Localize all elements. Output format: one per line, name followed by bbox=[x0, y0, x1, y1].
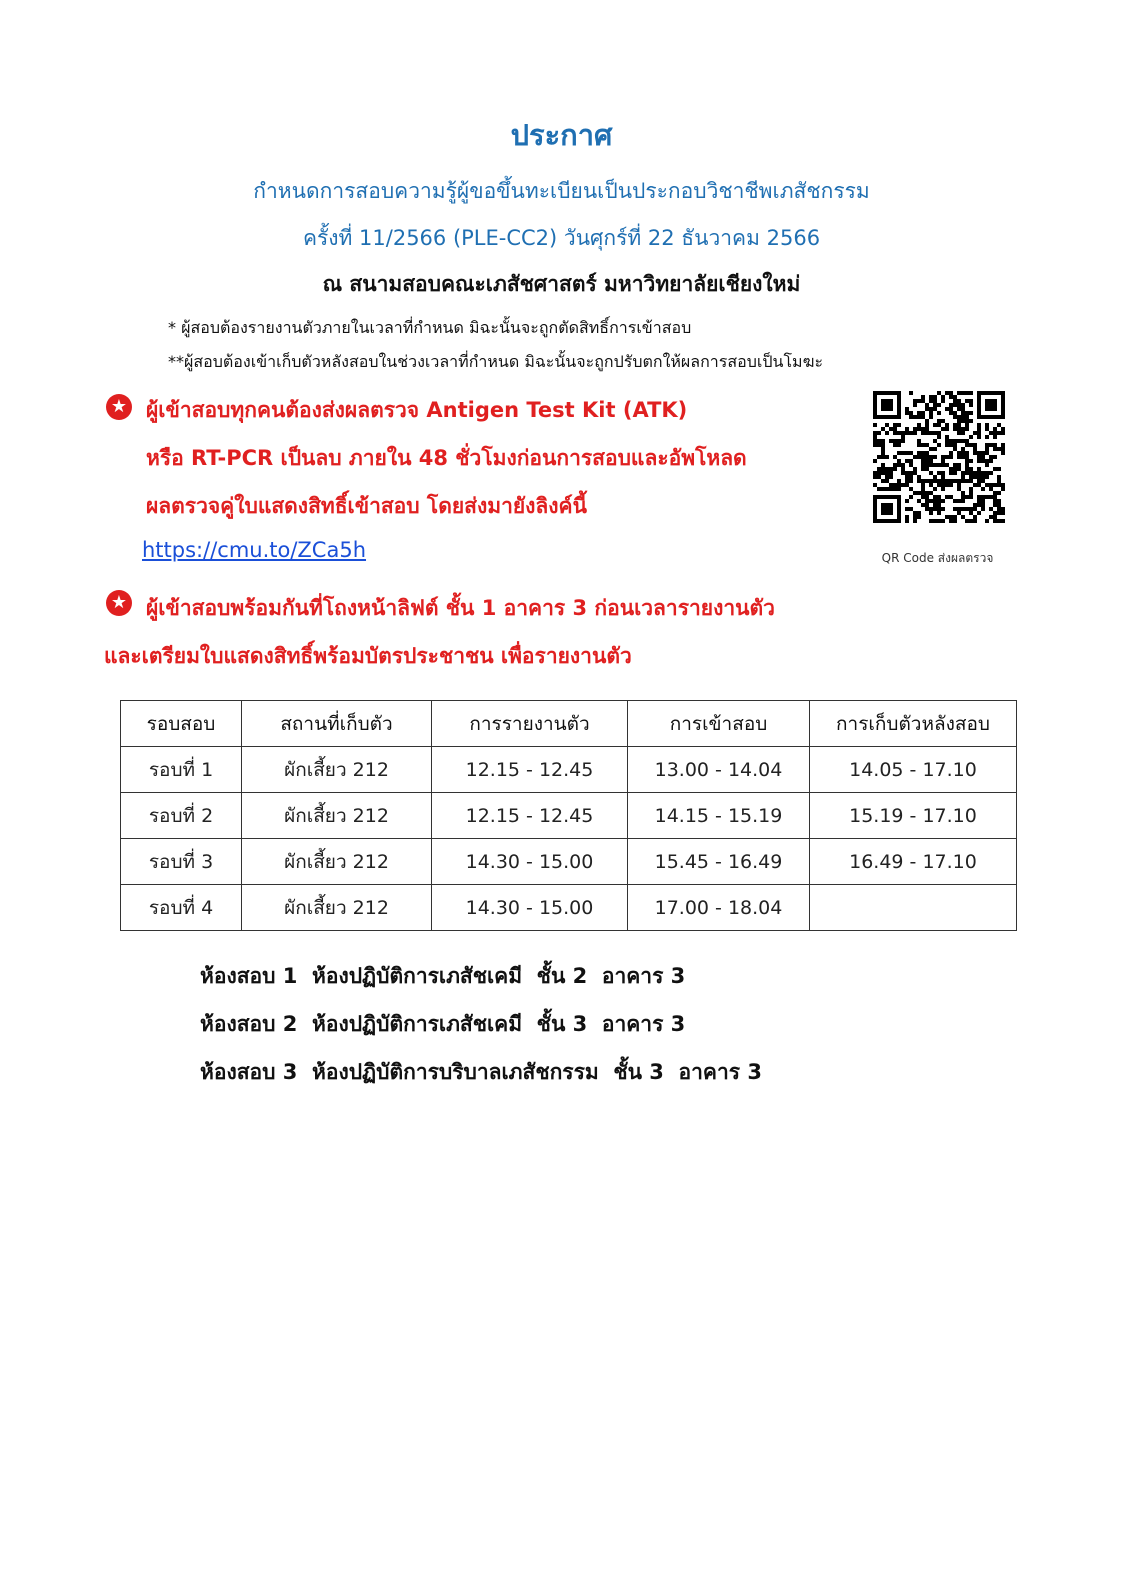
table-cell: รอบที่ 4 bbox=[121, 885, 242, 931]
table-header-row bbox=[121, 701, 1017, 747]
exam-schedule-table bbox=[120, 700, 1017, 931]
table-cell: 14.15 - 15.19 bbox=[628, 793, 810, 839]
table-cell: 14.30 - 15.00 bbox=[432, 885, 628, 931]
note-report-time: * ผู้สอบต้องรายงานตัวภายในเวลาที่กำหนด มิฉะนั้นจะถูกตัดสิทธิ์การเข้าสอบ bbox=[168, 318, 692, 337]
table-row bbox=[121, 839, 1017, 885]
table-cell bbox=[810, 885, 1017, 931]
exam-round-date: ครั้งที่ 11/2566 (PLE-CC2) วันศุกร์ที่ 22 ธันวาคม 2566 bbox=[302, 226, 821, 250]
table-cell: 14.30 - 15.00 bbox=[432, 839, 628, 885]
exam-room-2: ห้องสอบ 2 ห้องปฏิบัติการเภสัชเคมี ชั้น 3 อาคาร 3 bbox=[200, 1012, 686, 1036]
column-header: การเก็บตัวหลังสอบ bbox=[810, 701, 1017, 747]
atk-notice-line2: หรือ RT-PCR เป็นลบ ภายใน 48 ชั่วโมงก่อนการสอบและอัพโหลด bbox=[146, 446, 747, 470]
table-cell: ผักเสี้ยว 212 bbox=[242, 793, 432, 839]
qr-code-icon bbox=[873, 391, 1005, 523]
table-cell: 17.00 - 18.04 bbox=[628, 885, 810, 931]
column-header: รอบสอบ bbox=[121, 701, 242, 747]
star-badge-icon: ★ bbox=[106, 590, 132, 616]
column-header: การรายงานตัว bbox=[432, 701, 628, 747]
table-cell: ผักเสี้ยว 212 bbox=[242, 747, 432, 793]
note-post-exam: **ผู้สอบต้องเข้าเก็บตัวหลังสอบในช่วงเวลาที่กำหนด มิฉะนั้นจะถูกปรับตกให้ผลการสอบเป็นโมฆะ bbox=[168, 352, 824, 371]
table-cell: 12.15 - 12.45 bbox=[432, 747, 628, 793]
upload-link[interactable]: https://cmu.to/ZCa5h bbox=[142, 538, 367, 562]
atk-notice-line3: ผลตรวจคู่ใบแสดงสิทธิ์เข้าสอบ โดยส่งมายังลิงค์นี้ bbox=[146, 494, 587, 518]
table-cell: ผักเสี้ยว 212 bbox=[242, 885, 432, 931]
exam-venue: ณ สนามสอบคณะเภสัชศาสตร์ มหาวิทยาลัยเชียงใหม่ bbox=[322, 272, 801, 296]
table-cell: 12.15 - 12.45 bbox=[432, 793, 628, 839]
exam-room-3: ห้องสอบ 3 ห้องปฏิบัติการบริบาลเภสัชกรรม ชั้น 3 อาคาร 3 bbox=[200, 1060, 762, 1084]
star-badge-icon: ★ bbox=[106, 394, 132, 420]
meeting-point-line2: และเตรียมใบแสดงสิทธิ์พร้อมบัตรประชาชน เพื่อรายงานตัว bbox=[104, 644, 632, 668]
table-cell: 16.49 - 17.10 bbox=[810, 839, 1017, 885]
table-cell: รอบที่ 1 bbox=[121, 747, 242, 793]
table-row bbox=[121, 885, 1017, 931]
qr-caption: QR Code ส่งผลตรวจ bbox=[881, 551, 994, 565]
table-cell: 14.05 - 17.10 bbox=[810, 747, 1017, 793]
column-header: การเข้าสอบ bbox=[628, 701, 810, 747]
exam-room-1: ห้องสอบ 1 ห้องปฏิบัติการเภสัชเคมี ชั้น 2 อาคาร 3 bbox=[200, 964, 686, 988]
table-cell: 15.19 - 17.10 bbox=[810, 793, 1017, 839]
page-title: ประกาศ bbox=[510, 118, 613, 152]
table-row bbox=[121, 793, 1017, 839]
table-cell: 13.00 - 14.04 bbox=[628, 747, 810, 793]
table-cell: รอบที่ 3 bbox=[121, 839, 242, 885]
table-cell: 15.45 - 16.49 bbox=[628, 839, 810, 885]
table-cell: รอบที่ 2 bbox=[121, 793, 242, 839]
table-cell: ผักเสี้ยว 212 bbox=[242, 839, 432, 885]
exam-subtitle: กำหนดการสอบความรู้ผู้ขอขึ้นทะเบียนเป็นประกอบวิชาชีพเภสัชกรรม bbox=[253, 179, 870, 203]
meeting-point-line1: ผู้เข้าสอบพร้อมกันที่โถงหน้าลิฟต์ ชั้น 1 อาคาร 3 ก่อนเวลารายงานตัว bbox=[146, 596, 775, 620]
table-row bbox=[121, 747, 1017, 793]
atk-notice-line1: ผู้เข้าสอบทุกคนต้องส่งผลตรวจ Antigen Test Kit (ATK) bbox=[146, 398, 688, 422]
column-header: สถานที่เก็บตัว bbox=[242, 701, 432, 747]
